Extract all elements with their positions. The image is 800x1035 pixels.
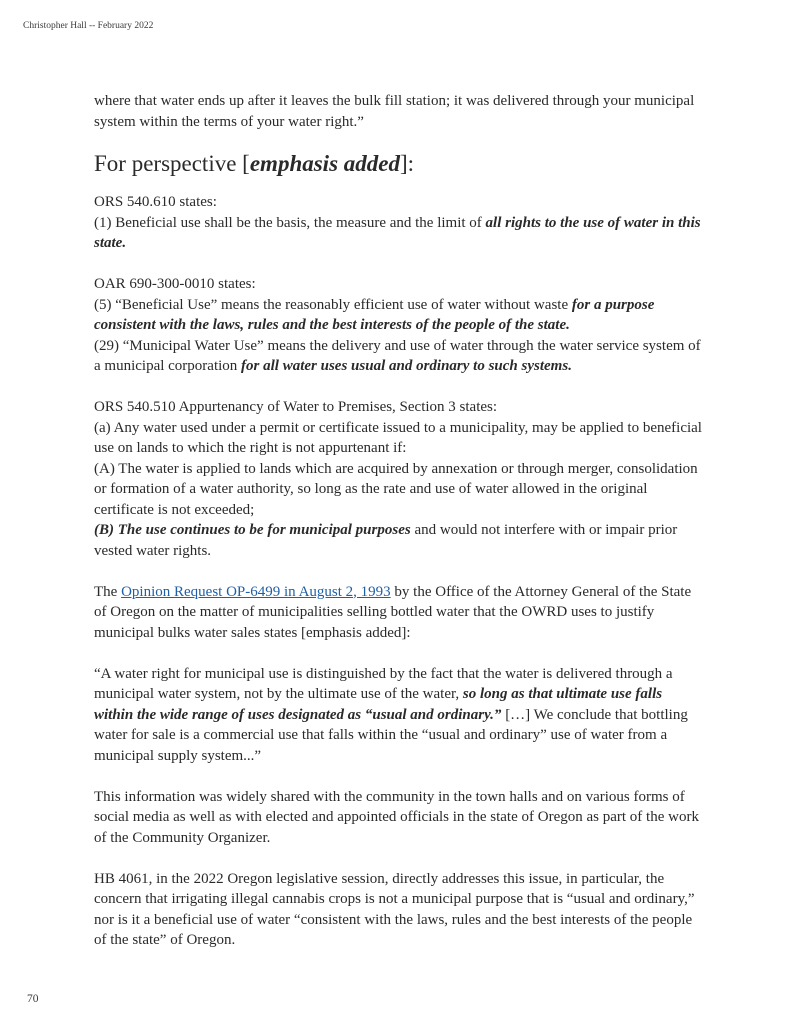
oar-item-29: (29) “Municipal Water Use” means the delivery and use of water through the water service system of a municipal corporation for all water uses usual and ordinary to such systems.: [94, 337, 701, 374]
ors-510-block: [94, 397, 704, 561]
running-head: Christopher Hall -- February 2022: [23, 21, 154, 31]
ors-510-title: ORS 540.510 Appurtenancy of Water to Premises, Section 3 states:: [94, 399, 498, 415]
oar-block: [94, 274, 704, 377]
ors-610-title: ORS 540.610 states:: [94, 194, 217, 210]
quote-paragraph: “A water right for municipal use is distinguished by the fact that the water is delivered through a municipal water system, not by the ultimate use of the water, so long as that ultimate use falls within the wide range of uses designated as “usual and ordinary.” […] We conclude that bottling water for sale is a commercial use that falls within the “usual and ordinary” use of water from a municipal supply system...”: [94, 665, 688, 764]
heading-emphasis: emphasis added: [249, 151, 400, 176]
ors-510-item-A: (A) The water is applied to lands which are acquired by annexation or through merger, consolidation or formation of a water authority, so long as the rate and use of water allowed in the original certificate is not exceeded;: [94, 460, 698, 518]
ors-510-item-B: (B) The use continues to be for municipal purposes and would not interfere with or impair prior vested water rights.: [94, 522, 678, 559]
section-heading: For perspective [emphasis added]:: [94, 151, 415, 176]
info-paragraph: This information was widely shared with the community in the town halls and on various forms of social media as well as with elected and appointed officials in the state of Oregon as part of the work of the Community Organizer.: [94, 788, 699, 846]
opinion-link[interactable]: Opinion Request OP-6499 in August 2, 1993: [121, 583, 391, 600]
oar-title: OAR 690-300-0010 states:: [94, 276, 256, 292]
opinion-paragraph: The Opinion Request OP-6499 in August 2, 1993 by the Office of the Attorney General of the State of Oregon on the matter of municipalities selling bottled water that the OWRD uses to justify municipal bulks water sales states [emphasis added]:: [94, 583, 692, 641]
intro-paragraph: where that water ends up after it leaves the bulk fill station; it was delivered through your municipal system within the terms of your water right.”: [94, 93, 695, 130]
hb-4061-paragraph: HB 4061, in the 2022 Oregon legislative session, directly addresses this issue, in particular, the concern that irrigating illegal cannabis crops is not a municipal purpose that is “usual and ordinary,” nor is it a beneficial use of water “consistent with the laws, rules and the best interests of the people of the state” of Oregon.: [94, 870, 695, 948]
ors-610-block: [94, 192, 704, 254]
page-body: [94, 91, 704, 951]
page-number: 70: [27, 993, 39, 1005]
oar-item-5: (5) “Beneficial Use” means the reasonably efficient use of water without waste for a purpose consistent with the laws, rules and the best interests of the people of the state.: [94, 296, 655, 333]
ors-510-item-a: (a) Any water used under a permit or certificate issued to a municipality, may be applied to beneficial use on lands to which the right is not appurtenant if:: [94, 419, 702, 456]
ors-610-item-1: (1) Beneficial use shall be the basis, the measure and the limit of all rights to the use of water in this state.: [94, 214, 701, 251]
